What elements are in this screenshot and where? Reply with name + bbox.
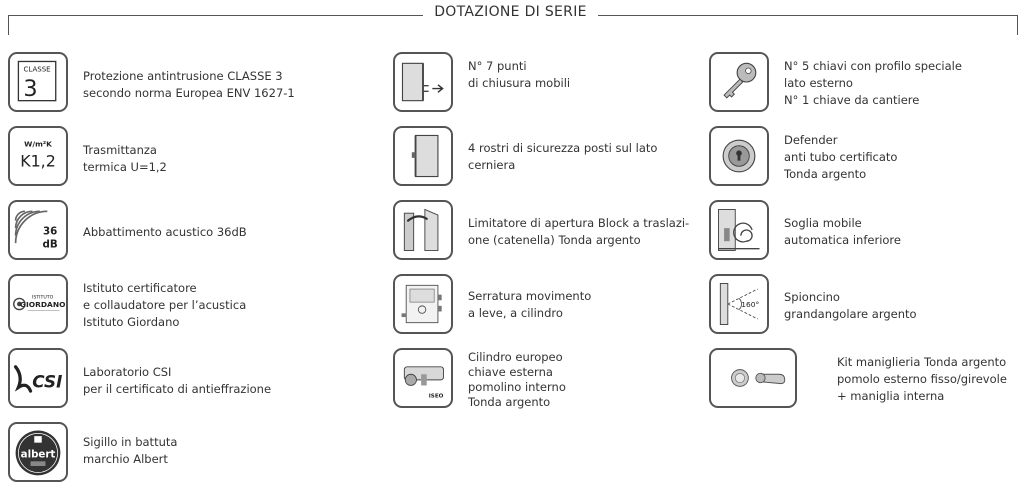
thermal-icon-value: K1,2 (20, 151, 56, 171)
feature-line: 4 rostri di sicurezza posti sul lato (468, 141, 658, 155)
feature-acoustic-text (83, 224, 247, 241)
key-icon (709, 52, 769, 112)
giordano-icon-top: ISTITUTO (32, 295, 54, 301)
header-rule-right (598, 15, 1018, 16)
feature-line: Protezione antintrusione CLASSE 3 (83, 69, 283, 83)
csi-logo-icon (8, 348, 68, 408)
feature-hinge-bolts-text (468, 140, 657, 174)
feature-line: pomolino interno (468, 380, 566, 394)
feature-line: e collaudatore per l’acustica (83, 298, 247, 312)
feature-lever-lock-text (468, 288, 591, 322)
feature-line: Laboratorio CSI (83, 365, 172, 379)
threshold-icon (709, 200, 769, 260)
feature-class3-text (83, 68, 295, 102)
class3-icon-value: 3 (23, 76, 38, 102)
feature-line: Cilindro europeo (468, 350, 563, 364)
feature-line: per il certificato di antieffrazione (83, 382, 272, 396)
feature-handle-set-text (837, 354, 1007, 405)
feature-line: Spioncino (784, 290, 840, 304)
feature-line: grandangolare argento (784, 307, 917, 321)
feature-line: anti tubo certificato (784, 150, 898, 164)
feature-line: one (catenella) Tonda argento (468, 233, 641, 247)
feature-line: a leve, a cilindro (468, 306, 563, 320)
feature-line: marchio Albert (83, 452, 168, 466)
peephole-icon-angle: 160° (741, 299, 760, 309)
albert-seal-icon (8, 422, 68, 482)
peephole-icon (709, 274, 769, 334)
feature-defender-text (784, 132, 897, 183)
feature-line: pomolo esterno fisso/girevole (837, 372, 1007, 386)
feature-peephole-text (784, 289, 917, 323)
feature-line: Limitatore di apertura Block a traslazi- (468, 216, 690, 230)
feature-euro-cylinder-text (468, 350, 566, 410)
feature-door-limiter-text (468, 215, 689, 249)
door-limiter-icon (393, 200, 453, 260)
section-header (0, 0, 1025, 30)
feature-line: N° 7 punti (468, 59, 527, 73)
csi-icon-label: CSI (32, 371, 63, 392)
feature-line: N° 1 chiave da cantiere (784, 93, 920, 107)
feature-line: Soglia mobile (784, 216, 862, 230)
feature-line: Serratura movimento (468, 289, 592, 303)
feature-giordano-text (83, 280, 246, 331)
feature-thermal-text (83, 142, 167, 176)
feature-line: automatica inferiore (784, 233, 901, 247)
lever-lock-icon (393, 274, 453, 334)
feature-line: Istituto certificatore (83, 281, 197, 295)
header-rule-left (8, 15, 423, 16)
feature-line: Abbattimento acustico 36dB (83, 225, 247, 239)
feature-line: Tonda argento (468, 395, 551, 409)
lock-points-icon (393, 52, 453, 112)
feature-line: lato esterno (784, 76, 853, 90)
acoustic-icon-value: 36 (43, 225, 58, 238)
albert-icon-label: albert (20, 448, 56, 461)
acoustic-db-icon (8, 200, 68, 260)
thermal-k-icon (8, 126, 68, 186)
thermal-icon-unit: W/m²K (24, 139, 52, 149)
feature-line: + maniglia interna (837, 389, 945, 403)
feature-line: Sigillo in battuta (83, 435, 178, 449)
feature-line: Istituto Giordano (83, 315, 180, 329)
section-title: DOTAZIONE DI SERIE (434, 4, 587, 20)
feature-line: Tonda argento (784, 167, 867, 181)
class3-icon-label: CLASSE (23, 65, 51, 74)
giordano-logo-icon (8, 274, 68, 334)
feature-threshold-text (784, 215, 901, 249)
feature-line: di chiusura mobili (468, 76, 571, 90)
header-tick-right (1017, 15, 1018, 35)
handle-set-icon (709, 348, 797, 408)
feature-line: Kit maniglieria Tonda argento (837, 355, 1007, 369)
acoustic-icon-unit: dB (42, 238, 58, 251)
feature-line: secondo norma Europea ENV 1627-1 (83, 86, 295, 100)
feature-lock-points-text (468, 58, 570, 92)
feature-line: Trasmittanza (83, 143, 157, 157)
feature-line: chiave esterna (468, 365, 553, 379)
feature-csi-text (83, 364, 271, 398)
giordano-icon-name: GIORDANO (19, 299, 66, 309)
feature-line: termica U=1,2 (83, 160, 167, 174)
feature-line: Defender (784, 133, 838, 147)
euro-cylinder-icon (393, 348, 453, 408)
feature-albert-text (83, 434, 177, 468)
feature-keys-text (784, 58, 962, 109)
cylinder-icon-brand: ISEO (428, 393, 444, 400)
feature-line: N° 5 chiavi con profilo speciale (784, 59, 962, 73)
feature-line: cerniera (468, 158, 516, 172)
header-tick-left (8, 15, 9, 35)
class3-icon (8, 52, 68, 112)
hinge-bolts-icon (393, 126, 453, 186)
defender-icon (709, 126, 769, 186)
